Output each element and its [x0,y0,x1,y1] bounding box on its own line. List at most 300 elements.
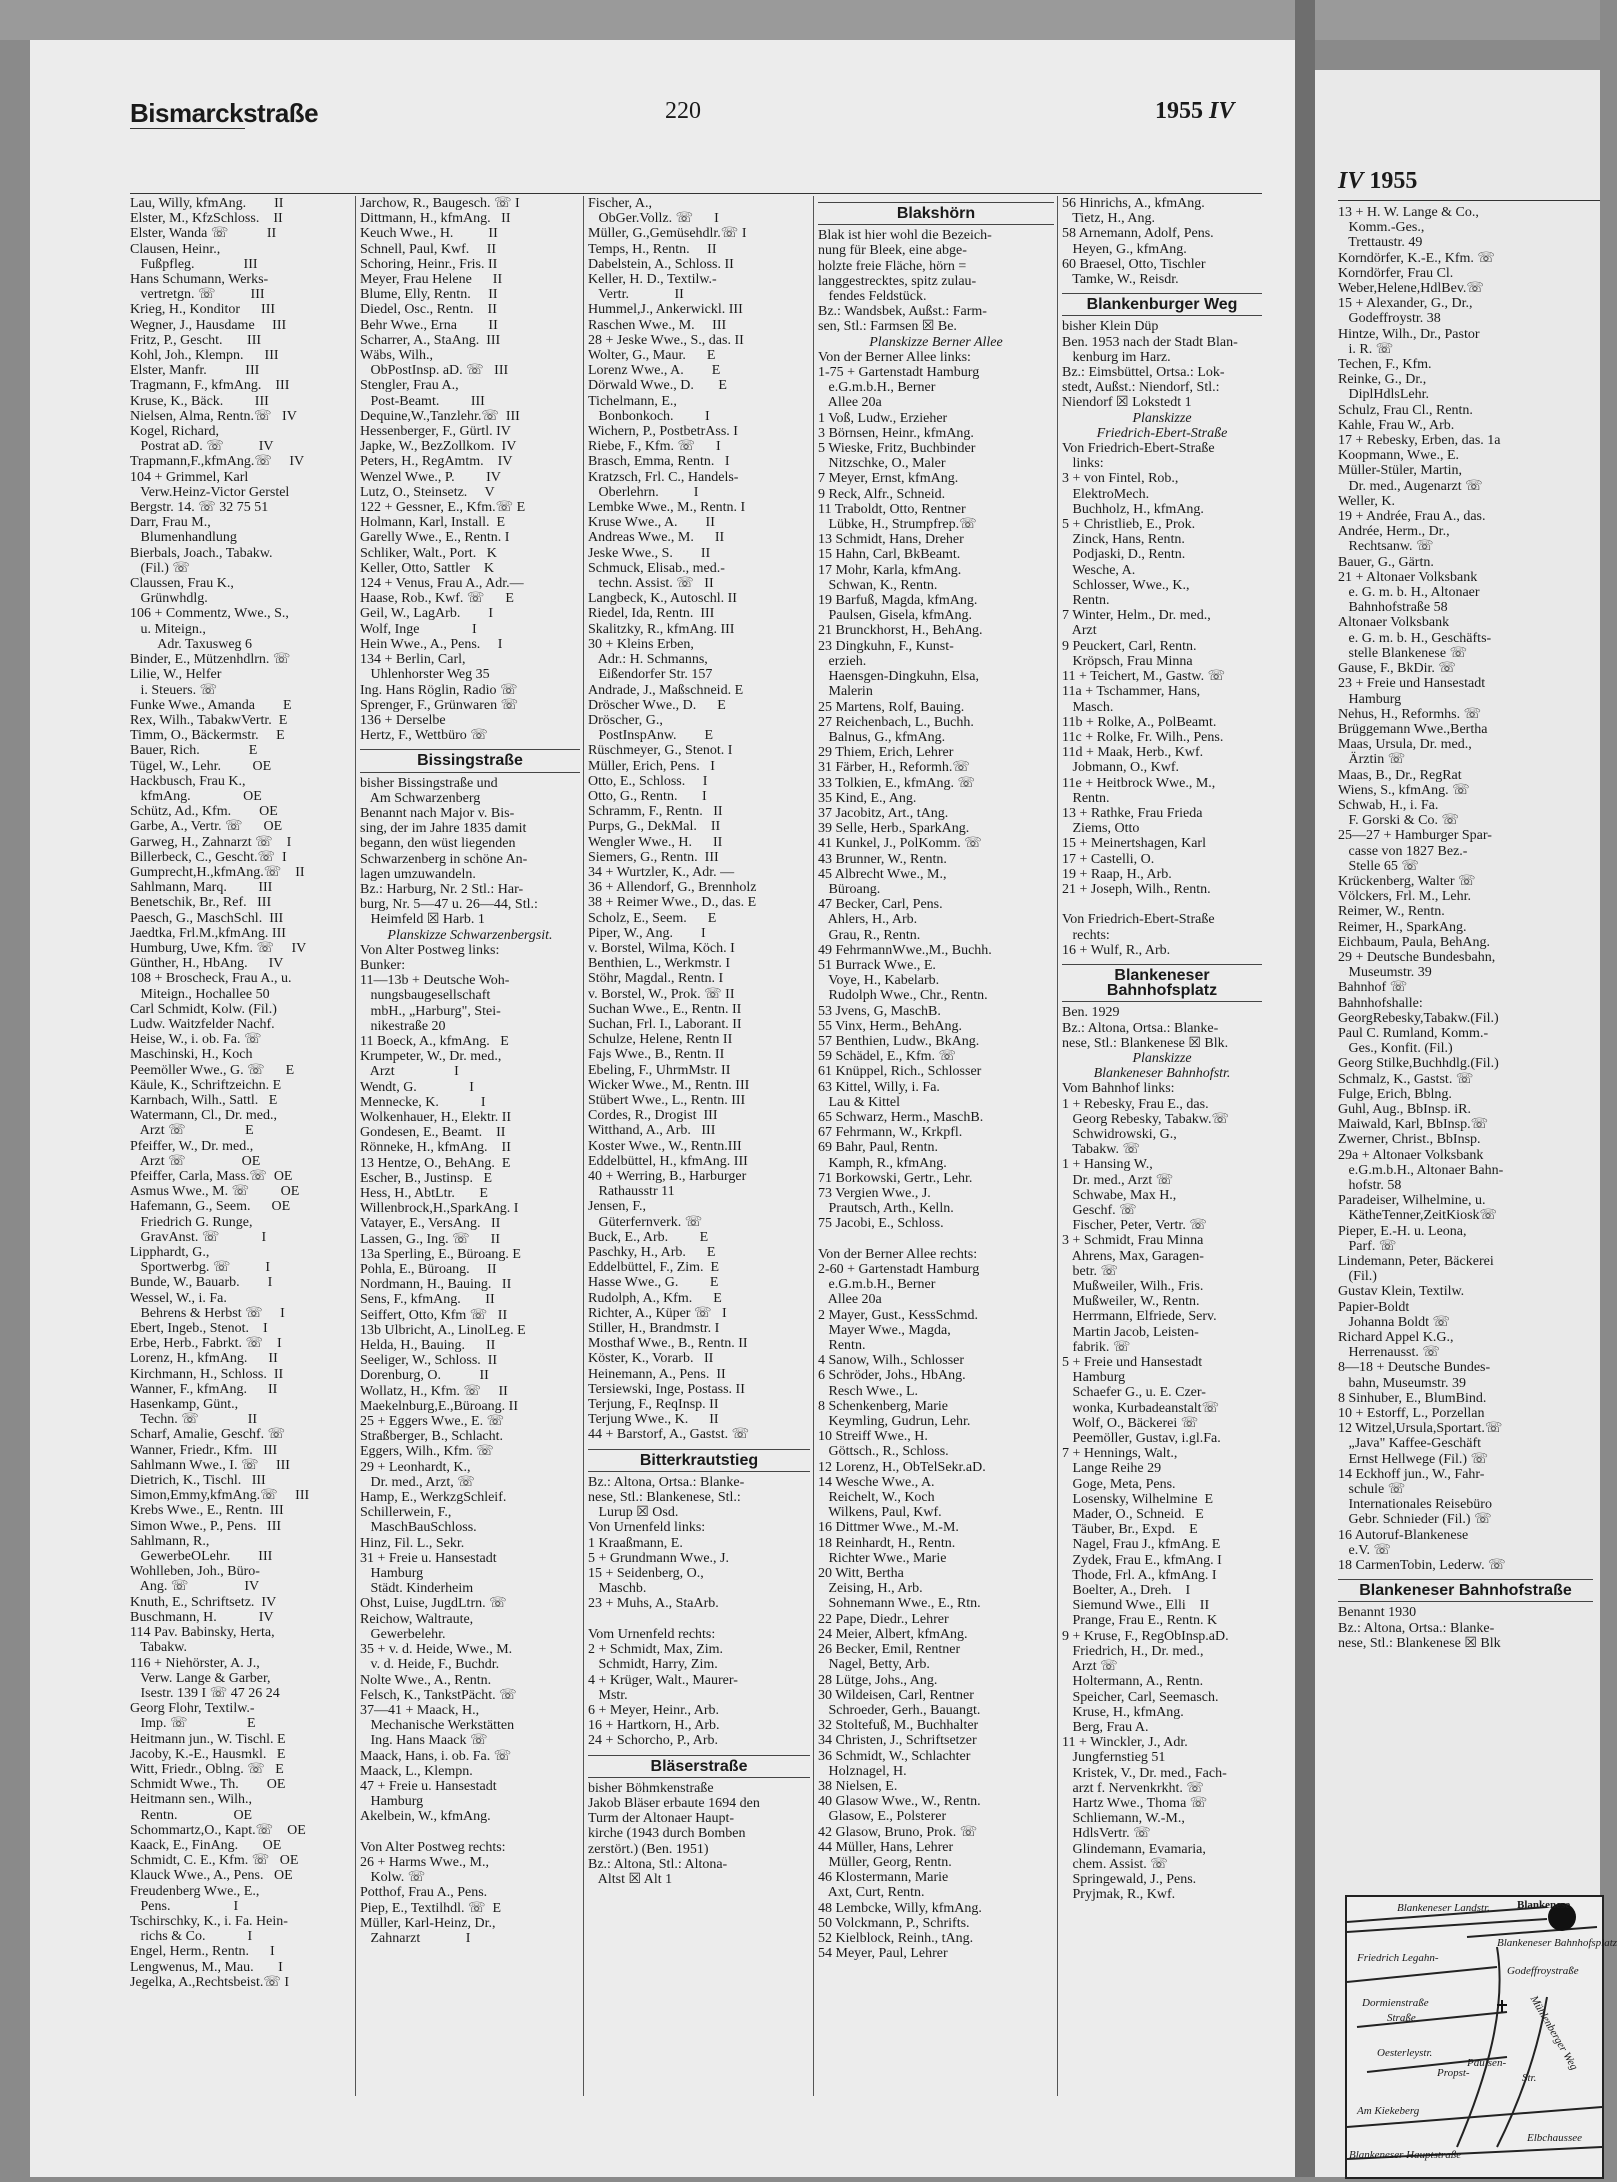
directory-entry: 13 + Rathke, Frau Frieda [1062,805,1203,821]
directory-entry: 18 Reinhardt, H., Rentn. [818,1535,956,1551]
directory-entry: Müller-Stüler, Martin, [1338,463,1462,479]
directory-entry: 41 Kunkel, J., PolKomm. ☏ [818,836,982,852]
book-gutter [1295,0,1315,2177]
directory-entry: Internationales Reisebüro [1338,1497,1492,1513]
directory-entry: Jungfernstieg 51 [1062,1750,1166,1766]
directory-entry: Wilkens, Paul, Kwf. [818,1505,942,1521]
column-divider [813,196,814,2096]
directory-entry: Koopmann, Wwe., E. [1338,448,1460,464]
directory-entry: Bahnhofshalle: [1338,995,1423,1011]
directory-entry: Behr Wwe., Erna II [360,317,498,333]
directory-entry: Benannt nach Major v. Bis- [360,805,515,821]
directory-entry: Bauer, Rich. E [130,743,258,759]
directory-entry: Martin Jacob, Leisten- [1062,1324,1199,1340]
directory-entry: Grünwhdlg. [130,591,208,607]
directory-entry: Sahlmann, Marq. III [130,880,273,896]
directory-entry: Täuber, Br., Expd. E [1062,1522,1198,1538]
directory-entry: Bz.: Eimsbüttel, Ortsa.: Lok- [1062,365,1225,381]
directory-entry: 37 Jacobitz, Art., tAng. [818,805,949,821]
directory-entry: Dietrich, K., Tischl. III [130,1473,266,1489]
directory-entry: Wegner, J., Hausdame III [130,317,287,333]
directory-entry: Hinz, Fil. L., Sekr. [360,1535,465,1551]
directory-entry: Sportwerbg. ☏ I [130,1260,270,1276]
directory-entry: Peemöller Wwe., G. ☏ E [130,1062,295,1078]
directory-entry: 124 + Venus, Frau A., Adr.— [360,576,524,592]
directory-entry: Nagel, Betty, Arb. [818,1657,930,1673]
directory-entry: Purps, G., DekMal. II [588,819,721,835]
directory-entry: 6 + Meyer, Heinr., Arb. [588,1702,719,1718]
directory-entry: ObGer.Vollz. ☏ I [588,211,719,227]
directory-entry: Schwabe, Max H., [1062,1187,1177,1203]
directory-entry: Reimer, W., Rentn. [1338,904,1445,920]
directory-entry: Zeising, H., Arb. [818,1581,923,1597]
directory-entry: 34 + Wurtzler, K., Adr. — [588,864,735,880]
directory-entry: nikestraße 20 [360,1018,446,1034]
page-number: 220 [665,98,701,124]
directory-entry: Clausen, Heinr., [130,241,221,257]
directory-column-1 [130,196,352,2096]
directory-entry: 9 Peuckert, Carl, Rentn. [1062,638,1197,654]
directory-entry: bahn, Museumstr. 39 [1338,1375,1466,1391]
directory-entry: Am Schwarzenberg [360,790,481,806]
directory-entry: Fischer, A., [588,196,652,211]
directory-entry: Rex, Wilh., TabakwVertr. E [130,712,288,728]
directory-entry: Georg Stilke,Buchhdlg.(Fil.) [1338,1056,1499,1072]
directory-entry: Diedel, Osc., Rentn. II [360,302,497,318]
directory-entry: 11 + Teichert, M., Gastw. ☏ [1062,669,1226,685]
directory-entry: Zinck, Hans, Rentn. [1062,532,1185,548]
directory-entry: Hamburg [360,1794,424,1810]
directory-entry: Müller, Georg, Rentn. [818,1854,952,1870]
directory-entry: Siemers, G., Rentn. III [588,849,719,865]
directory-entry: 40 + Werring, B., Harburger [588,1169,747,1184]
directory-entry: Prautsch, Arth., Kelln. [818,1201,954,1217]
directory-entry: 5 + Christlieb, E., Prok. [1062,517,1196,533]
directory-entry: Mader, O., Schneid. E [1062,1507,1204,1523]
directory-entry: Reichelt, W., Koch [818,1490,935,1506]
directory-entry: Komm.-Ges., [1338,220,1425,236]
directory-entry: Oberlehrn. I [588,484,699,500]
directory-entry: Andrade, J., Maßschneid. E [588,682,744,698]
directory-entry: u. Miteign., [130,621,206,637]
directory-entry: langgestrecktes, spitz zulau- [818,273,977,289]
directory-entry: begann, den wüst liegenden [360,836,516,852]
directory-entry: 29 + Deutsche Bundesbahn, [1338,949,1496,965]
directory-entry: Straßberger, B., Schlacht. [360,1429,504,1445]
directory-entry: 23 Dingkuhn, F., Kunst- [818,638,954,654]
directory-entry: 122 + Gessner, E., Kfm.☏ E [360,500,526,516]
directory-entry: 56 Hinrichs, A., kfmAng. [1062,196,1205,211]
directory-entry: Resch Wwe., L. [818,1383,919,1399]
directory-entry: Scharf, Amalie, Geschf. ☏ [130,1427,286,1443]
directory-entry: 13 + H. W. Lange & Co., [1338,205,1479,220]
directory-entry [360,1825,580,1840]
directory-entry: Heyen, G., kfmAng. [1062,241,1187,257]
directory-entry: Kruse Wwe., A. II [588,515,715,531]
directory-entry: erzieh. [818,653,867,669]
directory-entry: Berg, Frau A. [1062,1719,1149,1735]
directory-entry: 14 Wesche Wwe., A. [818,1474,935,1490]
directory-entry: 32 Stoltefuß, M., Buchhalter [818,1718,979,1734]
directory-entry: Schmidt, C. E., Kfm. ☏ OE [130,1853,299,1869]
directory-entry: Pohla, E., Büroang. II [360,1262,497,1278]
map-label: Friedrich Legahn- [1357,1952,1439,1964]
directory-entry: Engel, Herm., Rentn. I [130,1944,275,1960]
directory-entry: Malerin [818,684,873,700]
directory-entry: Klauck Wwe., A., Pens. OE [130,1868,293,1884]
directory-entry: Darr, Frau M., [130,515,211,531]
directory-entry: stelle Blankenese ☏ [1338,645,1468,661]
directory-entry: Ziems, Otto [1062,821,1140,837]
directory-entry: 34 Christen, J., Schriftsetzer [818,1733,977,1749]
directory-entry: Simon,Emmy,kfmAng.☏ III [130,1488,310,1504]
directory-entry: Friedrich G. Runge, [130,1214,253,1230]
directory-entry: Bergstr. 14. ☏ 32 75 51 [130,500,269,516]
directory-entry: 12 Lorenz, H., ObTelSekr.aD. [818,1459,986,1475]
directory-entry: Wichern, P., PostbetrAss. I [588,424,738,440]
directory-entry: 73 Vergien Wwe., J. [818,1186,931,1201]
directory-entry: Pfeiffer, Carla, Mass.☏ OE [130,1169,293,1184]
directory-entry: Mußweiler, Wilh., Fris. [1062,1279,1204,1295]
directory-entry: Lutz, O., Steinsetz. V [360,484,495,500]
directory-entry: 46 Klostermann, Marie [818,1870,949,1886]
directory-entry: Garweg, H., Zahnarzt ☏ I [130,834,292,850]
directory-entry [818,1232,1054,1247]
directory-entry: Schwab, H., i. Fa. [1338,797,1439,813]
directory-entry: 10 + Estorff, L., Porzellan [1338,1406,1485,1422]
directory-entry: Timm, O., Bäckermstr. E [130,728,285,744]
directory-entry: 71 Borkowski, Gertr., Lehr. [818,1170,973,1186]
directory-entry: Wanner, Friedr., Kfm. III [130,1442,278,1458]
directory-entry: Temps, H., Rentn. II [588,241,717,257]
directory-entry: 17 Mohr, Karla, kfmAng. [818,562,962,578]
directory-entry: Jarchow, R., Baugesch. ☏ I [360,196,520,211]
directory-entry: 3 + Schmidt, Frau Minna [1062,1233,1204,1249]
directory-column-5 [1062,196,1262,2096]
directory-entry: e.G.m.b.H., Altonaer Bahn- [1338,1162,1504,1178]
directory-entry: Dr. med., Arzt ☏ [1062,1172,1174,1188]
directory-entry: 15 + Alexander, G., Dr., [1338,296,1473,312]
directory-entry: Müller, G.,Gemüsehdlr.☏ I [588,226,747,242]
directory-entry: Wolter, G., Maur. E [588,348,716,364]
directory-entry: Losensky, Wilhelmine E [1062,1491,1214,1507]
directory-entry: Knuth, E., Schriftsetz. IV [130,1594,277,1610]
map-label: Str. [1522,2072,1537,2084]
directory-entry: Nehus, H., Reformhs. ☏ [1338,706,1482,722]
directory-entry: Pryjmak, R., Kwf. [1062,1887,1176,1903]
directory-entry: Keller, H. D., Textilw.- [588,272,717,288]
directory-entry: Maschinski, H., Koch [130,1047,253,1063]
directory-entry: 10 Streiff Wwe., H. [818,1429,928,1445]
directory-entry: Schulz, Frau Cl., Rentn. [1338,402,1473,418]
directory-entry: Wollatz, H., Kfm. ☏ II [360,1383,508,1399]
directory-entry: burg, Nr. 5—47 u. 26—44, Stl.: [360,897,538,913]
directory-entry: Zwerner, Christ., BbInsp. [1338,1132,1481,1148]
directory-entry: v. Borstel, Wilma, Köch. I [588,940,735,956]
directory-entry: Hasenkamp, Günt., [130,1397,239,1413]
directory-entry: Allee 20a [818,395,882,411]
directory-entry: Schillerwein, F., [360,1505,452,1521]
directory-entry: 37—41 + Maack, H., [360,1702,480,1718]
directory-entry: Müller, Erich, Pens. I [588,758,715,774]
directory-entry: Krebs Wwe., E., Rentn. III [130,1503,284,1519]
directory-entry: 58 Arnemann, Adolf, Pens. [1062,226,1214,242]
directory-entry: Rechtsanw. ☏ [1338,539,1434,555]
directory-entry: 29a + Altonaer Volksbank [1338,1147,1484,1163]
directory-entry: Tabakw. ☏ [1062,1142,1140,1158]
directory-entry: Wohlleben, Joh., Büro- [130,1564,260,1580]
directory-entry: 51 Burrack Wwe., E. [818,957,936,973]
directory-entry: Balnus, G., kfmAng. [818,729,946,745]
directory-entry: Voye, H., Kabelarb. [818,973,940,989]
directory-entry: Gumprecht,H.,kfmAng.☏ II [130,864,305,880]
directory-entry: 44 + Barstorf, A., Gastst. ☏ [588,1427,750,1443]
directory-entry: Sahlmann Wwe., I. ☏ III [130,1457,290,1473]
directory-entry: Ges., Konfit. (Fil.) [1338,1041,1453,1057]
running-head-street: Bismarckstraße [130,98,319,128]
directory-entry: 21 + Altonaer Volksbank [1338,569,1478,585]
directory-entry: Schoring, Heinr., Fris. II [360,256,498,272]
directory-entry: Lassen, G., Ing. ☏ II [360,1231,500,1247]
directory-entry: 17 + Castelli, O. [1062,851,1155,867]
directory-entry: Witthand, A., Arb. III [588,1123,716,1139]
directory-entry: Siemund Wwe., Elli II [1062,1598,1210,1614]
directory-entry: Adr. Taxusweg 6 [130,636,253,652]
directory-entry: Uhlenhorster Weg 35 [360,667,490,683]
directory-entry: Ben. 1953 nach der Stadt Blan- [1062,334,1238,350]
directory-entry: Hackbusch, Frau K., [130,773,246,789]
directory-entry: Wäbs, Wilh., [360,348,434,364]
directory-entry: Post-Beamt. III [360,393,485,409]
directory-entry: Riedel, Ida, Rentn. III [588,606,715,622]
directory-entry: Vatayer, E., VersAng. II [360,1216,501,1232]
directory-entry: Heimfeld ☒ Harb. 1 [360,912,485,928]
directory-entry: 21 + Joseph, Wilh., Rentn. [1062,881,1211,897]
directory-entry: Haensgen-Dingkuhn, Elsa, [818,669,979,685]
directory-entry: 11d + Maak, Herb., Kwf. [1062,745,1204,761]
directory-entry: Erbe, Herb., Fabrkt. ☏ I [130,1336,282,1352]
directory-entry: Skalitzky, R., kfmAng. III [588,621,735,637]
directory-entry: Von Urnenfeld links: [588,1520,706,1536]
directory-entry: Mußweiler, W., Rentn. [1062,1294,1200,1310]
directory-entry: 53 Jvens, G, MaschB. [818,1003,941,1019]
directory-entry: Reinke, G., Dr., [1338,372,1427,388]
directory-entry: 15 Hahn, Carl, BkBeamt. [818,547,961,563]
directory-entry: Heitmann sen., Wilh., [130,1792,253,1808]
directory-entry: Holtermann, A., Rentn. [1062,1674,1204,1690]
directory-entry: Schwan, K., Rentn. [818,577,938,593]
directory-entry: Bz.: Altona, Stl.: Altona- [588,1856,728,1872]
directory-entry: Mennecke, K. I [360,1094,486,1110]
directory-entry: Piper, W., Ang. I [588,925,706,941]
directory-entry: Ahrens, Max, Garagen- [1062,1248,1204,1264]
directory-entry: 25—27 + Hamburger Spar- [1338,828,1492,844]
directory-entry: Jakob Bläser erbaute 1694 den [588,1795,760,1811]
map-label: Straße [1387,2012,1416,2024]
directory-entry: Verw. Lange & Garber, [130,1670,271,1686]
directory-entry: Potthof, Frau A., Pens. [360,1885,488,1901]
directory-entry: sing, der im Jahre 1835 damit [360,821,527,837]
directory-entry: 65 Schwarz, Herm., MaschB. [818,1109,984,1125]
directory-entry: Weller, K. [1338,493,1396,509]
directory-entry: PostInspAnw. E [588,728,714,744]
directory-entry: Schramm, F., Rentn. II [588,804,723,820]
directory-entry: Bonbonkoch. I [588,408,710,424]
directory-entry: kenburg im Harz. [1062,349,1171,365]
directory-entry: F. Gorski & Co. ☏ [1338,813,1460,829]
directory-entry: Ebert, Ingeb., Stenot. I [130,1321,268,1337]
directory-entry: Zydek, Frau E., kfmAng. I [1062,1552,1222,1568]
directory-entry: Herrmann, Elfriede, Serv. [1062,1309,1217,1325]
directory-entry: Akelbein, W., kfmAng. [360,1809,491,1825]
directory-entry: Eichbaum, Paula, BehAng. [1338,934,1491,950]
directory-entry: 27 Reichenbach, L., Buchh. [818,714,974,730]
directory-entry: Nitzschke, O., Maler [818,456,946,472]
directory-entry: Suchan, Frl. I., Laborant. II [588,1016,742,1032]
directory-entry: Andreas Wwe., M. II [588,530,725,546]
directory-entry: GewerbeOLehr. III [130,1549,273,1565]
directory-entry: Hummel,J., Ankerwickl. III [588,302,743,318]
directory-entry: Dittmann, H., kfmAng. II [360,211,511,227]
map-label: Elbchaussee [1527,2132,1582,2144]
directory-entry: Bz.: Altona, Ortsa.: Blanke- [1062,1020,1219,1036]
directory-entry: Hamp, E., WerkzgSchleif. [360,1490,507,1506]
directory-entry: Peemöller, Gustav, i.gl.Fa. [1062,1431,1221,1447]
directory-entry: Andrée, Herm., Dr., [1338,524,1450,540]
directory-entry: Schulze, Helene, Rentn II [588,1032,733,1048]
directory-entry: Kolw. ☏ [360,1870,426,1886]
directory-entry: sen, Stl.: Farmsen ☒ Be. [818,319,957,335]
map-label: Paulsen- [1467,2057,1507,2069]
directory-entry: Terjung Wwe., K. II [588,1412,719,1428]
directory-entry: Tamke, W., Reisdr. [1062,272,1179,288]
directory-entry: Hamburg [1338,691,1402,707]
directory-entry: 13b Ulbricht, A., LinolLeg. E [360,1322,526,1338]
directory-entry: Terjung, F., ReqInsp. II [588,1397,719,1413]
street-note: Blankeneser Bahnhofstr. [1093,1066,1231,1082]
directory-entry: Imp. ☏ E [130,1716,256,1732]
directory-entry: Brasch, Emma, Rentn. I [588,454,730,470]
directory-entry: Bauer, G., Gärtn. [1338,554,1434,570]
directory-entry: stedt, Außst.: Niendorf, Stl.: [1062,380,1220,396]
directory-entry: Günther, H., HbAng. IV [130,956,284,972]
directory-entry: Lurup ☒ Osd. [588,1505,679,1521]
directory-entry: chem. Assist. ☏ [1062,1856,1168,1872]
directory-entry: 67 Fehrmann, W., Krkpfl. [818,1125,963,1141]
facing-edition-year: IV 1955 [1338,168,1418,194]
map-label: Blankenese [1517,1899,1571,1911]
directory-entry: Garbe, A., Vertr. ☏ OE [130,819,283,835]
street-note: Friedrich-Ebert-Straße [1096,425,1228,441]
directory-entry: Lorenz Wwe., A. E [588,363,721,379]
directory-entry: Stelle 65 ☏ [1338,858,1419,874]
street-map-sketch [1345,1895,1617,2179]
directory-entry: Simon Wwe., P., Pens. III [130,1518,282,1534]
directory-entry: 38 + Reimer Wwe., D., das. E [588,895,757,911]
directory-entry: arzt f. Nervenkrkht. ☏ [1062,1780,1204,1796]
directory-entry: bisher Böhmkenstraße [588,1780,714,1796]
directory-entry: Kahle, Frau W., Arb. [1338,417,1455,433]
directory-entry: 30 + Kleins Erben, [588,636,694,652]
directory-entry: Escher, B., Justinsp. E [360,1170,493,1186]
directory-entry: links: [1062,456,1104,472]
directory-entry: Rönneke, H., kfmAng. II [360,1140,511,1156]
directory-entry: 45 Albrecht Wwe., M., [818,866,947,882]
directory-entry: Sens, F., kfmAng. II [360,1292,495,1308]
directory-entry: Geil, W., LagArb. I [360,606,493,622]
directory-entry: 60 Braesel, Otto, Tischler [1062,256,1206,272]
directory-column-2 [360,196,580,2096]
directory-entry: 7 + Hennings, Walt., [1062,1446,1178,1462]
directory-entry: 13a Sperling, E., Büroang. E [360,1246,521,1262]
directory-entry: Richter, A., Küper ☏ I [588,1305,727,1321]
directory-entry: Speicher, Carl, Seemasch. [1062,1689,1219,1705]
directory-entry: Schmidt Wwe., Th. OE [130,1777,286,1793]
street-note: Planskizze Berner Allee [869,334,1003,350]
directory-entry: 1-75 + Gartenstadt Hamburg [818,365,980,381]
directory-entry: Buschmann, H. IV [130,1609,274,1625]
directory-entry: 14 Eckhoff jun., W., Fahr- [1338,1466,1485,1482]
directory-entry: Schmuck, Elisab., med.- [588,560,725,576]
directory-entry: i. Steuers. ☏ [130,682,218,698]
directory-entry: Riebe, F., Kfm. ☏ I [588,439,721,455]
directory-entry: Prange, Frau E., Rentn. K [1062,1613,1218,1629]
directory-entry: 19 + Raap, H., Arb. [1062,866,1172,882]
directory-entry: nese, Stl.: Blankenese ☒ Blk. [1062,1035,1229,1051]
directory-entry: Rudolph Wwe., Chr., Rentn. [818,988,988,1004]
directory-entry: Güterfernverk. ☏ [588,1214,703,1230]
directory-entry: 16 + Wulf, R., Arb. [1062,942,1171,958]
directory-entry: Otto, G., Rentn. I [588,788,707,804]
directory-entry: 3 Börnsen, Heinr., kfmAng. [818,425,974,441]
directory-entry: 54 Meyer, Paul, Lehrer [818,1946,948,1962]
directory-entry: Rentn. [1062,593,1110,609]
directory-entry: Maekelnburg,E.,Büroang. II [360,1398,518,1414]
directory-entry: Lipphardt, G., [130,1245,210,1261]
directory-entry: 31 Färber, H., Reformh.☏ [818,760,970,776]
directory-entry: 7 Meyer, Ernst, kfmAng. [818,471,959,487]
head-rule [130,128,245,129]
directory-entry: Elster, Manfr. III [130,363,260,379]
directory-entry: Postrat aD. ☏ IV [130,439,274,455]
directory-entry: Witt, Friedr., Oblng. ☏ E [130,1761,284,1777]
directory-entry: Hans Schumann, Werks- [130,272,269,288]
directory-entry: Mechanische Werkstätten [360,1718,515,1734]
directory-entry: Masch. [1062,699,1114,715]
directory-entry: 7 Winter, Helm., Dr. med., [1062,608,1211,624]
directory-entry: Hessenberger, F., Gürtl. IV [360,424,511,440]
directory-entry: Paschky, H., Arb. E [588,1245,716,1261]
directory-entry: 116 + Niehörster, A. J., [130,1655,260,1671]
directory-entry: 15 + Meinertshagen, Karl [1062,836,1206,852]
directory-entry: 11c + Rolke, Fr. Wilh., Pens. [1062,729,1224,745]
directory-entry: Wanner, F., kfmAng. II [130,1381,278,1397]
directory-entry: Elster, M., KfzSchloss. II [130,211,283,227]
directory-entry: Altst ☒ Alt 1 [588,1871,673,1887]
directory-entry: Rentn. OE [130,1807,253,1823]
directory-entry: Von Alter Postweg rechts: [360,1839,506,1855]
directory-entry: Adr.: H. Schmanns, [588,652,708,668]
directory-entry: Benthien, L., Werkmstr. I [588,956,731,972]
directory-entry: Wolf, O., Bäckerei ☏ [1062,1415,1199,1431]
directory-entry: v. Borstel, W., Prok. ☏ II [588,986,735,1002]
directory-entry: Kaack, E., FinAng. OE [130,1837,282,1853]
directory-entry: Meyer, Frau Helene II [360,272,503,288]
directory-entry: Techn. ☏ II [130,1412,258,1428]
directory-entry: Keuch Wwe., H. II [360,226,498,242]
directory-entry: Mstr. [588,1687,628,1703]
directory-entry: Ing. Hans Röglin, Radio ☏ [360,682,518,698]
